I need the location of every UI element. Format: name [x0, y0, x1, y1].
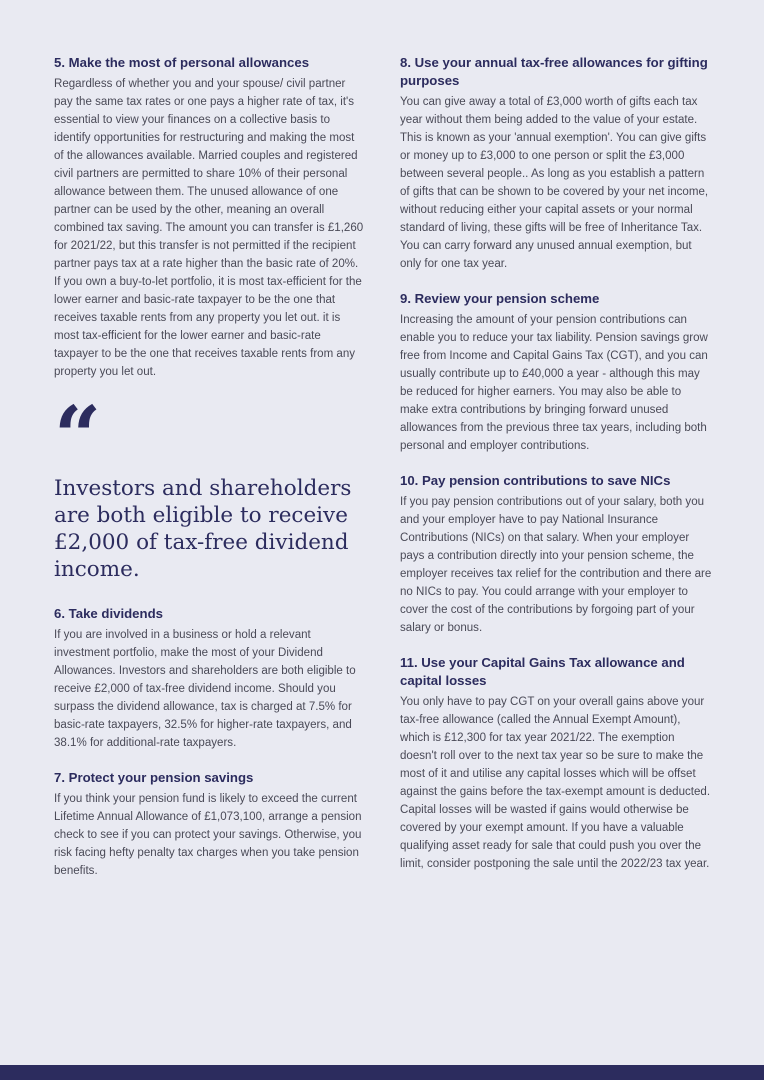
section-body: If you are involved in a business or hold a relevant investment portfolio, make the most of your Dividend Allowances. Investors and shareholders are both eligible to receive £2,000 of tax-free dividend income. Should you surpass the dividend allowance, tax is charged at 7.5% for basic-rate taxpayers, 32.5% for higher-rate taxpayers, and 38.1% for additional-rate taxpayers. — [54, 629, 356, 749]
section-body: If you think your pension fund is likely to exceed the current Lifetime Annual Allowance of £1,073,100, arrange a pension check to see if you can protect your savings. Otherwise, you risk facing hefty penalty tax charges when you take pension benefits. — [54, 793, 362, 877]
section-heading: 10. Pay pension contributions to save NICs — [400, 473, 671, 488]
quote-mark-icon: “ — [54, 389, 96, 485]
section-protect-pension — [54, 769, 366, 880]
pull-quote-text: Investors and shareholders are both eligible to receive £2,000 of tax-free dividend income. — [54, 476, 352, 582]
section-personal-allowances — [54, 54, 366, 381]
right-column — [400, 54, 712, 890]
section-review-pension — [400, 290, 712, 455]
pull-quote — [54, 389, 366, 583]
section-take-dividends — [54, 605, 366, 752]
section-body: Increasing the amount of your pension contributions can enable you to reduce your tax liability. Pension savings grow free from Income and Capital Gains Tax (CGT), and you can usually contribute up to £40,000 a year - although this may be reduced for higher earners. You may also be able to make extra contributions by bringing forward unused allowances from the previous three tax years, including both personal and employer contributions. — [400, 314, 708, 452]
section-pension-nics — [400, 472, 712, 637]
section-body: You only have to pay CGT on your overall gains above your tax-free allowance (called the Annual Exempt Amount), which is £12,300 for tax year 2021/22. The exemption doesn't roll over to the next tax year so be sure to make the most of it and utilise any capital losses which will be offset against the gains before the tax-exempt amount is deducted. Capital losses will be wasted if gains would otherwise be covered by your exempt amount. If you have a valuable qualifying asset ready for sale that could push you over the limit, consider postponing the sale until the 2022/23 tax year. — [400, 696, 711, 870]
section-heading: 5. Make the most of personal allowances — [54, 55, 310, 70]
section-body: If you pay pension contributions out of your salary, both you and your employer have to pay National Insurance Contributions (NICs) on that salary. When your employer pays a contribution directly into your pension scheme, the employer receives tax relief for the contribution and there are no NICs to pay. You could arrange with your employer to cover the cost of the contributions by forgoing part of your salary or bonus. — [400, 496, 712, 634]
section-heading: 8. Use your annual tax-free allowances for gifting purposes — [400, 55, 708, 88]
section-heading: 7. Protect your pension savings — [54, 770, 254, 785]
section-capital-gains — [400, 654, 712, 873]
section-body: Regardless of whether you and your spouse/ civil partner pay the same tax rates or one pays a higher rate of tax, it's essential to view your finances on a collective basis to identify opportunities for restructuring and making the most of the allowances available. Married couples and registered civil partners are permitted to share 10% of their personal allowance between them. The unused allowance of one partner can be used by the other, meaning an overall combined tax saving. The amount you can transfer is £1,260 for 2021/22, but this transfer is not permitted if the recipient partner pays tax at a rate higher than the basic rate of 20%. If you own a buy-to-let portfolio, it is most tax-efficient for the lower earner and basic-rate taxpayer to be the one that receives taxable rents from any property you let out. it is most tax-efficient for the lower earner and basic-rate taxpayer to be the one that receives taxable rents from any property you let out. — [54, 78, 364, 378]
section-heading: 9. Review your pension scheme — [400, 291, 600, 306]
left-column — [54, 54, 366, 897]
section-body: You can give away a total of £3,000 worth of gifts each tax year without them being added to the value of your estate. This is known as your 'annual exemption'. You can give gifts or money up to £3,000 to one person or split the £3,000 between several people.. As long as you establish a pattern of gifts that can be shown to be covered by your net income, without reducing either your capital assets or your normal standard of living, these gifts will be free of Inheritance Tax. You can carry forward any unused annual exemption, but only for one tax year. — [400, 96, 709, 270]
section-gifting-allowances — [400, 54, 712, 273]
section-heading: 11. Use your Capital Gains Tax allowance and capital losses — [400, 655, 685, 688]
section-heading: 6. Take dividends — [54, 606, 163, 621]
footer-bar — [0, 1065, 764, 1080]
